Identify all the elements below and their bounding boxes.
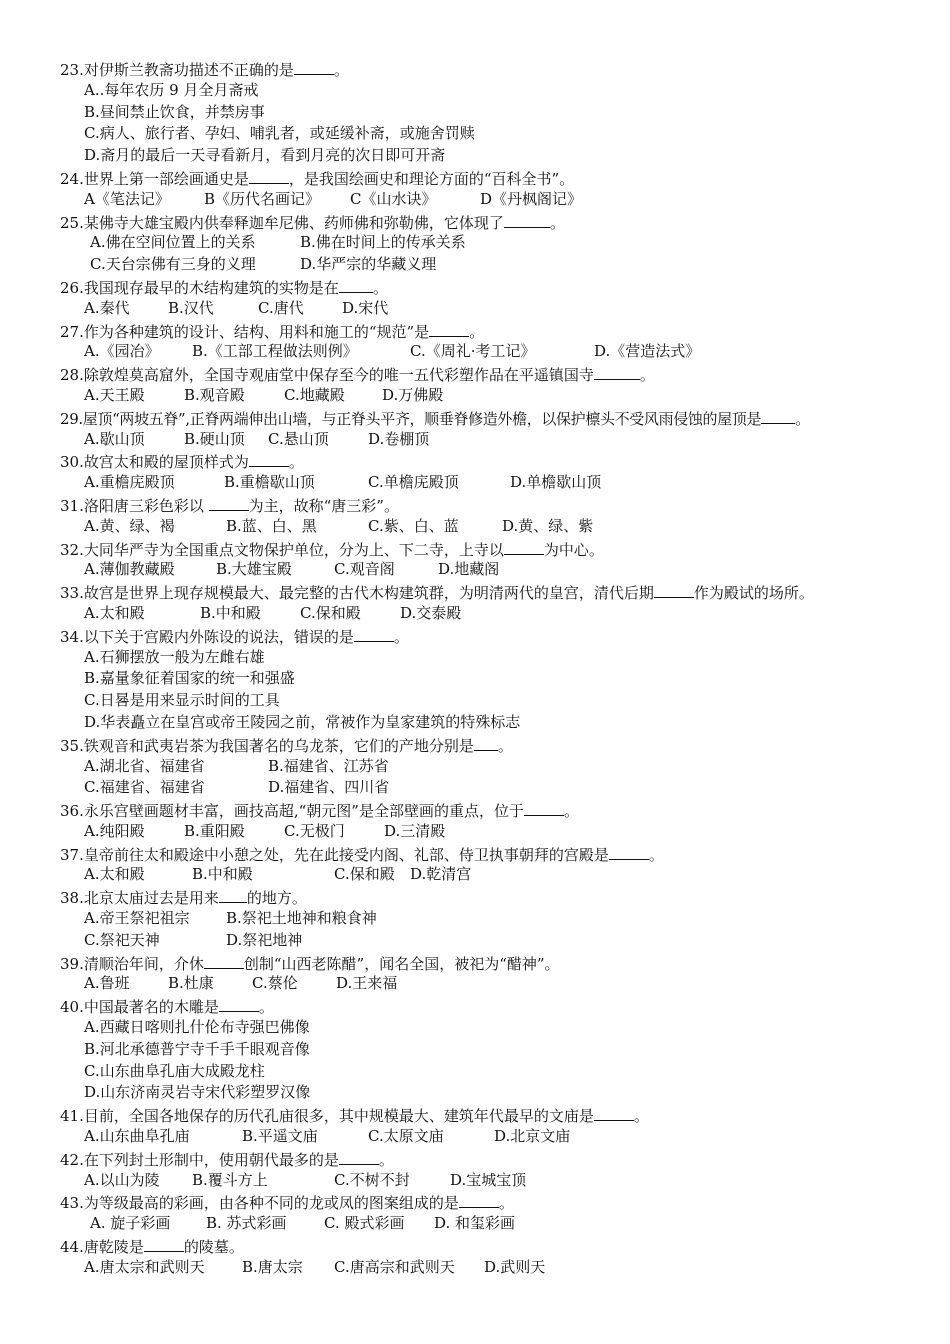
stem-text: 37.皇帝前往太和殿途中小憩之处，先在此接受内阁、礼部、侍卫执事朝拜的宫殿是 xyxy=(60,845,609,864)
option-line xyxy=(60,232,930,254)
option-text: A.重檐庑殿顶 xyxy=(84,473,175,492)
answer-blank xyxy=(474,734,498,751)
answer-blank xyxy=(594,363,640,380)
option-text: A.佛在空间位置上的关系 xyxy=(90,233,256,252)
answer-blank xyxy=(429,320,469,337)
question-stem xyxy=(60,995,930,1017)
option-text: D. 和玺彩画 xyxy=(434,1214,516,1233)
option-line xyxy=(60,385,930,407)
stem-text: 。 xyxy=(288,453,304,472)
option-text: D.地藏阁 xyxy=(438,560,500,579)
answer-blank xyxy=(594,1104,634,1121)
option-text: D.乾清宫 xyxy=(410,865,472,884)
stem-text: 。 xyxy=(372,278,388,297)
question-stem xyxy=(60,1148,930,1170)
option-text: A.石狮摆放一般为左雌右雄 xyxy=(84,647,265,666)
answer-blank xyxy=(219,995,259,1012)
option-text: D.北京文庙 xyxy=(494,1127,571,1146)
question-stem xyxy=(60,320,930,342)
option-text: D.武则天 xyxy=(484,1257,546,1276)
option-text: A.太和殿 xyxy=(84,603,145,622)
option-text: A.黄、绿、褐 xyxy=(84,516,175,535)
question-stem xyxy=(60,407,930,429)
option-text: B.重檐歇山顶 xyxy=(224,473,315,492)
stem-text: 24.世界上第一部绘画通史是 xyxy=(60,169,249,188)
option-line xyxy=(60,1061,930,1083)
option-text: B.昼间禁止饮食，并禁房事 xyxy=(84,102,265,121)
answer-blank xyxy=(204,952,244,969)
option-text: B.覆斗方上 xyxy=(192,1170,268,1189)
option-text: B.汉代 xyxy=(168,298,214,317)
option-text: D.宋代 xyxy=(342,298,389,317)
option-text: C.悬山顶 xyxy=(268,429,329,448)
option-text: B.平遥文庙 xyxy=(242,1127,318,1146)
question-stem xyxy=(60,734,930,756)
option-text: C.紫、白、蓝 xyxy=(368,516,459,535)
option-text: C.《周礼·考工记》 xyxy=(410,342,536,361)
option-line xyxy=(60,341,930,363)
question-stem xyxy=(60,58,930,80)
option-line xyxy=(60,80,930,102)
option-text: B.中和殿 xyxy=(192,865,253,884)
stem-text: 43.为等级最高的彩画，由各种不同的龙或凤的图案组成的是 xyxy=(60,1194,459,1213)
stem-text: 33.故宫是世界上现存规模最大、最完整的古代木构建筑群，为明清两代的皇宫，清代后期 xyxy=(60,584,654,603)
option-text: C.蔡伦 xyxy=(252,974,298,993)
stem-text: 35.铁观音和武夷岩茶为我国著名的乌龙茶，它们的产地分别是 xyxy=(60,736,474,755)
option-line xyxy=(60,1082,930,1104)
option-text: C.福建省、福建省 xyxy=(84,778,205,797)
option-text: A.鲁班 xyxy=(84,974,130,993)
option-text: B.中和殿 xyxy=(200,603,261,622)
option-line xyxy=(60,712,930,734)
option-line xyxy=(60,668,930,690)
stem-text: 为中心。 xyxy=(543,540,604,559)
option-text: B.福建省、江苏省 xyxy=(268,756,389,775)
option-text: B.大雄宝殿 xyxy=(216,560,292,579)
option-line xyxy=(60,821,930,843)
option-line xyxy=(60,1017,930,1039)
option-text: A.山东曲阜孔庙 xyxy=(84,1127,190,1146)
option-line xyxy=(60,559,930,581)
option-text: A.帝王祭祀祖宗 xyxy=(84,909,190,928)
option-text: D.王来福 xyxy=(336,974,398,993)
option-line xyxy=(60,1257,930,1279)
stem-text: 。 xyxy=(258,998,274,1017)
option-text: C.保和殿 xyxy=(334,865,395,884)
option-text: A.歇山顶 xyxy=(84,429,145,448)
option-text: B.佛在时间上的传承关系 xyxy=(300,233,466,252)
option-line xyxy=(60,908,930,930)
stem-text: 作为殿试的场所。 xyxy=(693,584,814,603)
stem-text: 。 xyxy=(549,213,565,232)
option-text: A..每年农历 9 月全月斋戒 xyxy=(84,80,259,99)
option-text: B《历代名画记》 xyxy=(204,189,321,208)
option-text: D.山东济南灵岩寺宋代彩塑罗汉像 xyxy=(84,1083,311,1102)
option-text: B.唐太宗 xyxy=(242,1257,303,1276)
stem-text: 的地方。 xyxy=(246,889,307,908)
option-text: A.唐太宗和武则天 xyxy=(84,1257,205,1276)
stem-text: 。 xyxy=(497,736,513,755)
option-text: C.单檐庑殿顶 xyxy=(368,473,459,492)
question-stem xyxy=(60,1104,930,1126)
question-stem xyxy=(60,450,930,472)
stem-text: 25.某佛寺大雄宝殿内供奉释迦牟尼佛、药师佛和弥勒佛，它体现了 xyxy=(60,213,504,232)
option-text: D.三清殿 xyxy=(384,821,446,840)
option-text: C.日晷是用来显示时间的工具 xyxy=(84,691,280,710)
question-stem xyxy=(60,363,930,385)
question-stem xyxy=(60,167,930,189)
option-text: C.不树不封 xyxy=(334,1170,410,1189)
option-text: C.天台宗佛有三身的义理 xyxy=(90,255,256,274)
option-line xyxy=(60,189,930,211)
option-text: D.万佛殿 xyxy=(382,385,444,404)
stem-text: 38.北京太庙过去是用来 xyxy=(60,889,219,908)
answer-blank xyxy=(459,1191,499,1208)
stem-text: 26.我国现存最早的木结构建筑的实物是在 xyxy=(60,278,339,297)
answer-blank xyxy=(249,450,289,467)
question-stem xyxy=(60,538,930,560)
option-line xyxy=(60,864,930,886)
option-line xyxy=(60,145,930,167)
option-text: A.秦代 xyxy=(84,298,130,317)
option-text: C.地藏殿 xyxy=(284,385,345,404)
option-text: C.山东曲阜孔庙大成殿龙柱 xyxy=(84,1061,265,1080)
option-text: C.唐代 xyxy=(258,298,304,317)
option-text: D.福建省、四川省 xyxy=(268,778,390,797)
answer-blank xyxy=(249,167,289,184)
option-text: D.黄、绿、紫 xyxy=(502,516,594,535)
exam-sheet xyxy=(60,58,930,1279)
stem-text: 44.唐乾陵是 xyxy=(60,1238,144,1257)
question-stem xyxy=(60,581,930,603)
stem-text: 。 xyxy=(639,366,655,385)
answer-blank xyxy=(504,211,550,228)
option-line xyxy=(60,298,930,320)
option-text: B.重阳殿 xyxy=(184,821,245,840)
answer-blank xyxy=(354,625,394,642)
stem-text: 。 xyxy=(563,802,579,821)
option-text: C.无极门 xyxy=(284,821,345,840)
option-text: D.单檐歇山顶 xyxy=(510,473,602,492)
answer-blank xyxy=(294,58,334,75)
stem-text: 。 xyxy=(469,322,485,341)
stem-text: 39.清顺治年间，介休 xyxy=(60,954,204,973)
question-stem xyxy=(60,1235,930,1257)
option-text: B.嘉量象征着国家的统一和强盛 xyxy=(84,669,295,688)
option-text: C. 殿式彩画 xyxy=(324,1214,405,1233)
option-text: D《丹枫阁记》 xyxy=(480,189,583,208)
option-text: A《笔法记》 xyxy=(84,189,170,208)
option-text: C.保和殿 xyxy=(300,603,361,622)
answer-blank xyxy=(144,1235,184,1252)
option-text: A.湖北省、福建省 xyxy=(84,756,205,775)
question-stem xyxy=(60,276,930,298)
option-text: B.河北承德普宁寺千手千眼观音像 xyxy=(84,1039,310,1058)
option-line xyxy=(60,254,930,276)
stem-text: 。 xyxy=(333,61,349,79)
option-text: B.杜康 xyxy=(168,974,214,993)
option-text: C.唐高宗和武则天 xyxy=(334,1257,455,1276)
stem-text: 27.作为各种建筑的设计、结构、用料和施工的“规范”是 xyxy=(60,322,430,341)
option-text: C《山水诀》 xyxy=(350,189,437,208)
option-text: D.卷棚顶 xyxy=(368,429,430,448)
stem-text: 28.除敦煌莫高窟外，全国寺观庙堂中保存至今的唯一五代彩塑作品在平遥镇国寺 xyxy=(60,366,594,385)
option-text: B.硬山顶 xyxy=(184,429,245,448)
option-line xyxy=(60,603,930,625)
option-text: A.《园冶》 xyxy=(84,342,160,361)
answer-blank xyxy=(609,843,649,860)
question-stem xyxy=(60,952,930,974)
option-text: A.以山为陵 xyxy=(84,1170,160,1189)
stem-text: 的陵墓。 xyxy=(183,1238,244,1257)
option-text: A.薄伽教藏殿 xyxy=(84,560,175,579)
option-text: A. 旋子彩画 xyxy=(90,1214,171,1233)
stem-text: 34.以下关于宫殿内外陈设的说法，错误的是 xyxy=(60,627,354,646)
option-text: B.观音殿 xyxy=(184,385,245,404)
stem-text: 为主，故称“唐三彩”。 xyxy=(248,496,399,515)
stem-text: 31.洛阳唐三彩色彩以 xyxy=(60,496,209,515)
stem-text: 30.故宫太和殿的屋顶样式为 xyxy=(60,453,249,472)
question-stem xyxy=(60,843,930,865)
stem-text: 。 xyxy=(648,845,664,864)
stem-text: 32.大同华严寺为全国重点文物保护单位，分为上、下二寺，上寺以 xyxy=(60,540,504,559)
stem-text: 29.屋顶“两坡五脊”,正脊两端伸出山墙，与正脊头平齐，顺垂脊修造外檐，以保护檩头不受风雨侵蚀的屋顶是 xyxy=(60,409,762,428)
option-text: D.祭祀地神 xyxy=(226,930,303,949)
option-text: A.太和殿 xyxy=(84,865,145,884)
option-text: D.华表矗立在皇宫或帝王陵园之前，常被作为皇家建筑的特殊标志 xyxy=(84,712,521,731)
stem-text: 。 xyxy=(378,1150,394,1169)
option-line xyxy=(60,516,930,538)
answer-blank xyxy=(209,494,249,511)
option-line xyxy=(60,1126,930,1148)
stem-text: 41.目前，全国各地保存的历代孔庙很多，其中规模最大、建筑年代最早的文庙是 xyxy=(60,1107,594,1126)
question-stem xyxy=(60,494,930,516)
answer-blank xyxy=(504,538,544,555)
option-line xyxy=(60,1039,930,1061)
option-line xyxy=(60,690,930,712)
stem-text: 23.对伊斯兰教斋功描述不正确的是 xyxy=(60,61,294,79)
stem-text: 。 xyxy=(633,1107,649,1126)
option-text: A.纯阳殿 xyxy=(84,821,145,840)
answer-blank xyxy=(524,799,564,816)
question-stem xyxy=(60,625,930,647)
stem-text: 40.中国最著名的木雕是 xyxy=(60,998,219,1017)
option-line xyxy=(60,777,930,799)
option-line xyxy=(60,472,930,494)
stem-text: 。 xyxy=(795,409,810,428)
option-line xyxy=(60,647,930,669)
option-text: B.《工部工程做法则例》 xyxy=(192,342,358,361)
option-text: B.祭祀土地神和粮食神 xyxy=(226,909,377,928)
stem-text: 。 xyxy=(393,627,409,646)
option-line xyxy=(60,756,930,778)
answer-blank xyxy=(339,276,373,293)
question-stem xyxy=(60,886,930,908)
option-text: B.蓝、白、黑 xyxy=(226,516,317,535)
option-text: A.西藏日喀则扎什伦布寺强巴佛像 xyxy=(84,1018,310,1037)
option-text: D.交泰殿 xyxy=(400,603,462,622)
option-line xyxy=(60,1213,930,1235)
stem-text: 创制“山西老陈醋”，闻名全国，被祀为“醋神”。 xyxy=(243,954,560,973)
answer-blank xyxy=(219,886,247,903)
option-text: C.观音阁 xyxy=(334,560,395,579)
option-text: C.病人、旅行者、孕妇、哺乳者，或延缓补斋，或施舍罚赎 xyxy=(84,124,475,143)
option-line xyxy=(60,1170,930,1192)
answer-blank xyxy=(761,407,795,424)
stem-text: 。 xyxy=(498,1194,514,1213)
option-text: D.《营造法式》 xyxy=(594,342,701,361)
option-line xyxy=(60,102,930,124)
option-text: D.斋月的最后一天寻看新月，看到月亮的次日即可开斋 xyxy=(84,146,446,165)
option-text: B. 苏式彩画 xyxy=(206,1214,287,1233)
option-line xyxy=(60,123,930,145)
question-stem xyxy=(60,799,930,821)
question-stem xyxy=(60,211,930,233)
stem-text: 36.永乐宫壁画题材丰富，画技高超,“朝元图”是全部壁画的重点，位于 xyxy=(60,802,524,821)
option-text: C.太原文庙 xyxy=(368,1127,444,1146)
option-text: C.祭祀天神 xyxy=(84,930,160,949)
option-line xyxy=(60,930,930,952)
answer-blank xyxy=(339,1148,379,1165)
stem-text: ，是我国绘画史和理论方面的“百科全书”。 xyxy=(288,169,575,188)
option-text: D.华严宗的华藏义理 xyxy=(300,255,437,274)
option-line xyxy=(60,973,930,995)
option-text: A.天王殿 xyxy=(84,385,145,404)
answer-blank xyxy=(654,581,694,598)
option-text: D.宝城宝顶 xyxy=(450,1170,527,1189)
question-stem xyxy=(60,1191,930,1213)
option-line xyxy=(60,429,930,451)
stem-text: 42.在下列封土形制中，使用朝代最多的是 xyxy=(60,1150,339,1169)
